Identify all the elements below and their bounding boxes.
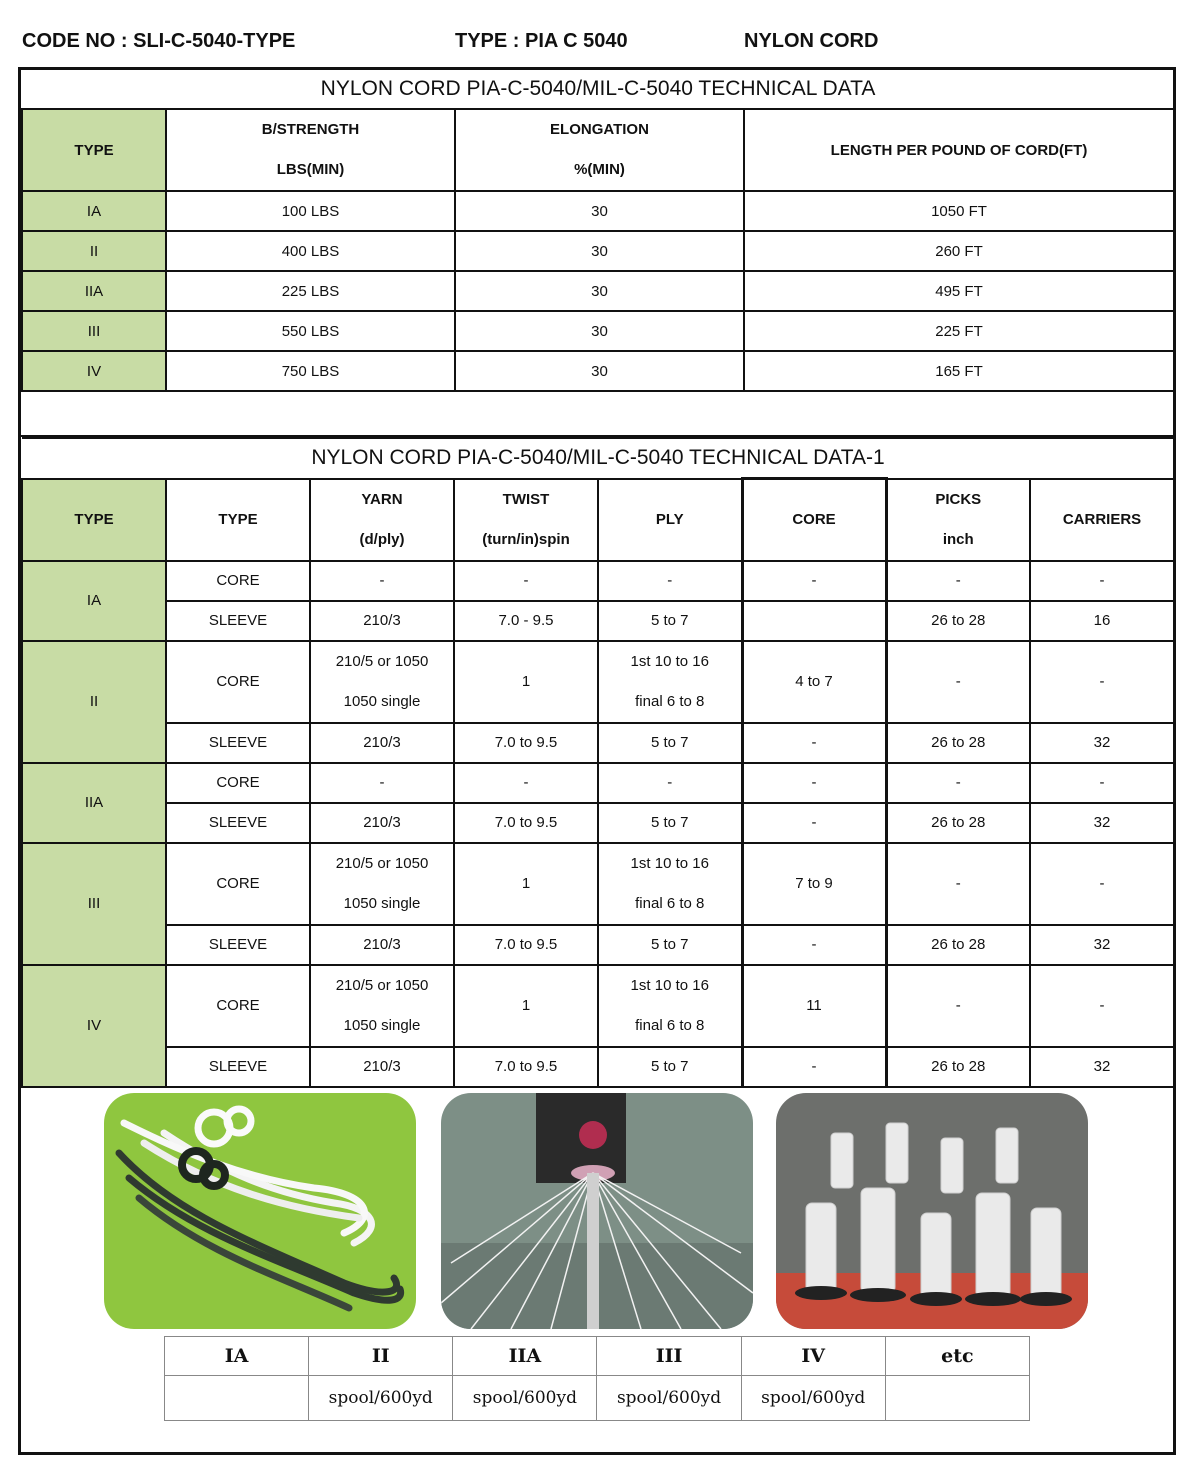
row-picks: 26 to 28 — [886, 925, 1030, 965]
table-row — [22, 231, 1174, 271]
header-strength-line2: LBS(MIN) — [276, 161, 345, 178]
table-row — [22, 803, 1174, 843]
technical-data-1-table — [21, 437, 1175, 1088]
header-length: LENGTH PER POUND OF CORD(FT) — [744, 109, 1174, 191]
row-ply: 5 to 7 — [598, 1047, 742, 1087]
row-strength: 550 LBS — [166, 311, 455, 351]
row-elongation: 30 — [455, 351, 744, 391]
row-yarn: - — [310, 561, 454, 601]
table-row — [22, 723, 1174, 763]
row-yarn: 210/3 — [310, 925, 454, 965]
photo-spools — [776, 1093, 1088, 1329]
row-twist: 1 — [454, 965, 598, 1047]
row-elongation: 30 — [455, 191, 744, 231]
row-subtype: CORE — [166, 561, 310, 601]
table-row — [22, 191, 1174, 231]
table-row — [22, 561, 1174, 601]
header-yarn — [310, 479, 454, 561]
packaging-header: IIA — [453, 1337, 597, 1376]
header-type: TYPE — [22, 109, 166, 191]
row-ply-line1: 1st 10 to 16 — [630, 652, 709, 670]
row-type: II — [22, 231, 166, 271]
section-spacer — [21, 397, 1173, 437]
row-twist: - — [454, 763, 598, 803]
row-picks: 26 to 28 — [886, 803, 1030, 843]
header-elongation-line1: ELONGATION — [550, 121, 649, 138]
header-strength — [166, 109, 455, 191]
row-subtype: SLEEVE — [166, 1047, 310, 1087]
packaging-value: spool/600yd — [453, 1376, 597, 1421]
row-twist: 7.0 to 9.5 — [454, 723, 598, 763]
group-type: III — [22, 843, 166, 965]
row-picks: 26 to 28 — [886, 1047, 1030, 1087]
group-type: IIA — [22, 763, 166, 843]
row-carriers: 16 — [1030, 601, 1174, 641]
table-title: NYLON CORD PIA-C-5040/MIL-C-5040 TECHNICAL DATA-1 — [22, 438, 1174, 479]
row-core: - — [742, 763, 886, 803]
datasheet-frame — [18, 67, 1176, 1455]
row-ply: - — [598, 561, 742, 601]
row-core: - — [742, 803, 886, 843]
table-row — [22, 601, 1174, 641]
packaging-value — [165, 1376, 309, 1421]
row-subtype: CORE — [166, 965, 310, 1047]
row-yarn — [310, 965, 454, 1047]
type-label: TYPE : PIA C 5040 — [455, 30, 628, 52]
row-picks: - — [886, 965, 1030, 1047]
packaging-header: II — [309, 1337, 453, 1376]
row-yarn-line2: 1050 single — [343, 894, 421, 912]
row-core: 4 to 7 — [742, 641, 886, 723]
header-carriers: CARRIERS — [1030, 479, 1174, 561]
header-picks — [886, 479, 1030, 561]
header-type: TYPE — [22, 479, 166, 561]
table-row — [22, 965, 1174, 1047]
row-yarn: 210/3 — [310, 601, 454, 641]
table-header-row — [22, 479, 1174, 561]
row-picks: - — [886, 763, 1030, 803]
row-twist: - — [454, 561, 598, 601]
packaging-header: IV — [741, 1337, 885, 1376]
row-length: 225 FT — [744, 311, 1174, 351]
row-ply: 5 to 7 — [598, 723, 742, 763]
row-core: - — [742, 925, 886, 965]
header-elongation — [455, 109, 744, 191]
row-ply-line1: 1st 10 to 16 — [630, 976, 709, 994]
packaging-value-row — [165, 1376, 1030, 1421]
row-strength: 225 LBS — [166, 271, 455, 311]
row-subtype: SLEEVE — [166, 601, 310, 641]
table-row — [22, 271, 1174, 311]
packaging-header: etc — [885, 1337, 1029, 1376]
row-twist: 1 — [454, 843, 598, 925]
row-subtype: CORE — [166, 763, 310, 803]
row-subtype: CORE — [166, 641, 310, 723]
table-header-row — [22, 109, 1174, 191]
table-row — [22, 763, 1174, 803]
row-core: - — [742, 1047, 886, 1087]
row-type: IIA — [22, 271, 166, 311]
row-subtype: CORE — [166, 843, 310, 925]
row-length: 165 FT — [744, 351, 1174, 391]
header-elongation-line2: %(MIN) — [574, 161, 625, 178]
row-picks: - — [886, 843, 1030, 925]
row-type: IV — [22, 351, 166, 391]
row-ply — [598, 843, 742, 925]
row-yarn-line1: 210/5 or 1050 — [335, 976, 429, 994]
row-yarn: 210/3 — [310, 723, 454, 763]
row-length: 1050 FT — [744, 191, 1174, 231]
packaging-table — [164, 1336, 1030, 1421]
row-picks: 26 to 28 — [886, 723, 1030, 763]
header-yarn-line2: (d/ply) — [359, 530, 405, 548]
row-yarn — [310, 843, 454, 925]
row-carriers: 32 — [1030, 925, 1174, 965]
row-picks: 26 to 28 — [886, 601, 1030, 641]
header-twist-line2: (turn/in)spin — [482, 530, 570, 548]
row-ply-line2: final 6 to 8 — [635, 1016, 705, 1034]
row-yarn: 210/3 — [310, 1047, 454, 1087]
row-carriers: 32 — [1030, 1047, 1174, 1087]
row-twist: 7.0 to 9.5 — [454, 1047, 598, 1087]
header-core: CORE — [742, 479, 886, 561]
row-ply-line2: final 6 to 8 — [635, 692, 705, 710]
row-strength: 400 LBS — [166, 231, 455, 271]
row-twist: 1 — [454, 641, 598, 723]
row-subtype: SLEEVE — [166, 925, 310, 965]
header-subtype: TYPE — [166, 479, 310, 561]
table-row — [22, 351, 1174, 391]
row-carriers: 32 — [1030, 723, 1174, 763]
row-strength: 750 LBS — [166, 351, 455, 391]
row-carriers: - — [1030, 561, 1174, 601]
photo-braiding-machine — [441, 1093, 753, 1329]
row-ply: 5 to 7 — [598, 803, 742, 843]
row-core: 7 to 9 — [742, 843, 886, 925]
row-carriers: 32 — [1030, 803, 1174, 843]
row-yarn — [310, 641, 454, 723]
row-ply-line1: 1st 10 to 16 — [630, 854, 709, 872]
table-row — [22, 311, 1174, 351]
row-carriers: - — [1030, 965, 1174, 1047]
product-name: NYLON CORD — [744, 30, 879, 52]
row-ply — [598, 965, 742, 1047]
table-row — [22, 843, 1174, 925]
packaging-value: spool/600yd — [597, 1376, 741, 1421]
row-twist: 7.0 to 9.5 — [454, 925, 598, 965]
row-ply: - — [598, 763, 742, 803]
header-twist — [454, 479, 598, 561]
row-ply — [598, 641, 742, 723]
row-ply: 5 to 7 — [598, 925, 742, 965]
row-type: III — [22, 311, 166, 351]
group-type: IA — [22, 561, 166, 641]
row-elongation: 30 — [455, 311, 744, 351]
packaging-header: IA — [165, 1337, 309, 1376]
page-header — [22, 30, 1182, 58]
row-yarn-line1: 210/5 or 1050 — [335, 652, 429, 670]
row-core: - — [742, 723, 886, 763]
row-twist: 7.0 to 9.5 — [454, 803, 598, 843]
table-row — [22, 925, 1174, 965]
packaging-header: III — [597, 1337, 741, 1376]
row-subtype: SLEEVE — [166, 803, 310, 843]
row-length: 260 FT — [744, 231, 1174, 271]
row-subtype: SLEEVE — [166, 723, 310, 763]
row-carriers: - — [1030, 763, 1174, 803]
row-twist: 7.0 - 9.5 — [454, 601, 598, 641]
packaging-value: spool/600yd — [741, 1376, 885, 1421]
row-carriers: - — [1030, 843, 1174, 925]
row-ply: 5 to 7 — [598, 601, 742, 641]
table-title: NYLON CORD PIA-C-5040/MIL-C-5040 TECHNICAL DATA — [22, 70, 1174, 109]
row-yarn: 210/3 — [310, 803, 454, 843]
header-strength-line1: B/STRENGTH — [261, 121, 360, 138]
row-carriers: - — [1030, 641, 1174, 723]
header-picks-line2: inch — [942, 530, 974, 548]
group-type: IV — [22, 965, 166, 1087]
row-picks: - — [886, 641, 1030, 723]
row-elongation: 30 — [455, 231, 744, 271]
table-row — [22, 1047, 1174, 1087]
header-picks-line1: PICKS — [935, 490, 982, 508]
row-type: IA — [22, 191, 166, 231]
row-strength: 100 LBS — [166, 191, 455, 231]
header-twist-line1: TWIST — [502, 490, 550, 508]
row-yarn-line2: 1050 single — [343, 692, 421, 710]
row-core — [742, 601, 886, 641]
row-length: 495 FT — [744, 271, 1174, 311]
packaging-header-row — [165, 1337, 1030, 1376]
group-type: II — [22, 641, 166, 763]
photo-cord-bundle — [104, 1093, 416, 1329]
technical-data-table — [21, 70, 1175, 392]
row-ply-line2: final 6 to 8 — [635, 894, 705, 912]
row-yarn-line1: 210/5 or 1050 — [335, 854, 429, 872]
row-yarn-line2: 1050 single — [343, 1016, 421, 1034]
table-row — [22, 641, 1174, 723]
code-number: CODE NO : SLI-C-5040-TYPE — [22, 30, 296, 52]
row-core: 11 — [742, 965, 886, 1047]
packaging-value: spool/600yd — [309, 1376, 453, 1421]
row-elongation: 30 — [455, 271, 744, 311]
row-picks: - — [886, 561, 1030, 601]
header-ply: PLY — [598, 479, 742, 561]
header-yarn-line1: YARN — [361, 490, 403, 508]
product-photos — [104, 1093, 1094, 1329]
row-yarn: - — [310, 763, 454, 803]
packaging-value — [885, 1376, 1029, 1421]
row-core: - — [742, 561, 886, 601]
